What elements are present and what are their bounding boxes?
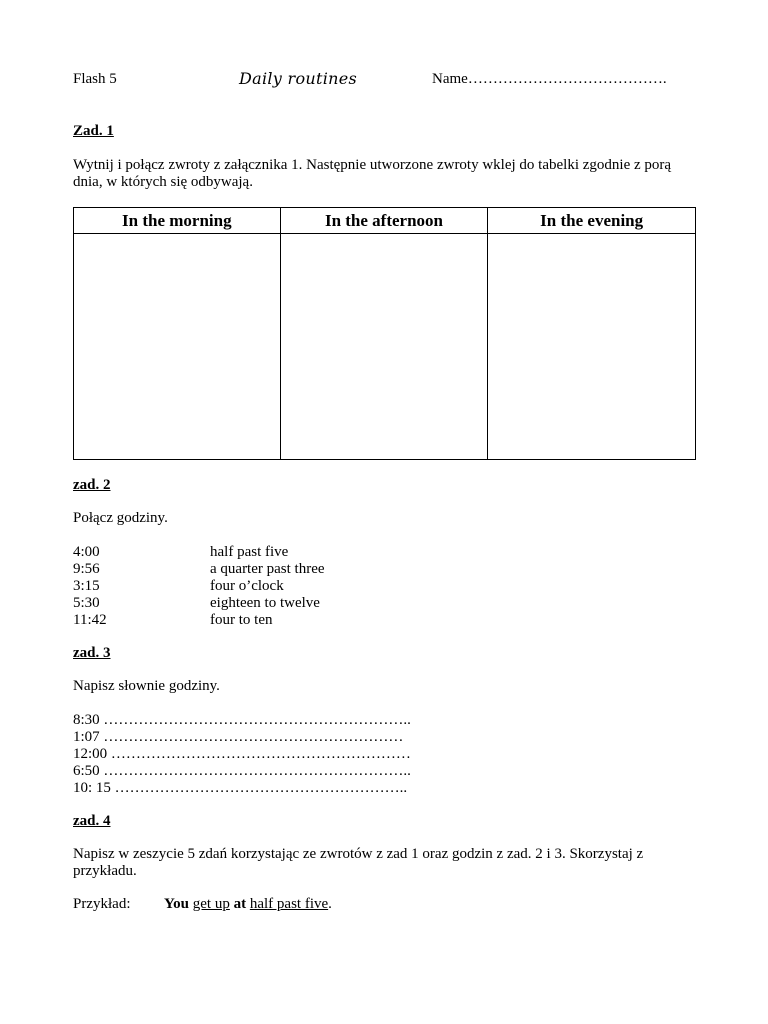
time-list [73,544,107,629]
header-afternoon: In the afternoon [280,208,488,234]
task4-instruction: Napisz w zeszycie 5 zdań korzystając ze zwrotów z zad 1 oraz godzin z zad. 2 i 3. Skorzystaj z przykładu. [73,846,644,879]
writing-line: 12:00 …………………………………………………… [73,746,411,762]
time-item: 11:42 [73,612,107,628]
page-title: Daily routines [239,69,358,88]
phrase-item: half past five [210,544,289,560]
phrase-list [210,544,325,629]
cell-morning [74,234,281,460]
routine-table [73,207,696,460]
phrase-item: eighteen to twelve [210,595,320,611]
writing-line: 10: 15 ………………………………………………….. [73,780,408,796]
writing-line: 1:07 …………………………………………………… [73,729,404,745]
task2-heading: zad. 2 [73,477,111,493]
time-item: 9:56 [73,561,100,577]
task3-heading: zad. 3 [73,645,111,661]
writing-line: 8:30 …………………………………………………….. [73,712,411,728]
phrase-item: a quarter past three [210,561,325,577]
time-item: 5:30 [73,595,100,611]
example-end: . [328,896,332,912]
cell-afternoon [280,234,488,460]
task1-instruction: Wytnij i połącz zwroty z załącznika 1. Następnie utworzone zwroty wklej do tabelki zgodnie z porą dnia, w których się odbywają. [73,157,672,190]
phrase-item: four o’clock [210,578,284,594]
task1-heading: Zad. 1 [73,123,114,139]
example-time: half past five [249,896,329,912]
example-prep: at [233,896,247,912]
header-evening: In the evening [488,208,696,234]
cell-evening [488,234,696,460]
example-label: Przykład: [73,896,131,912]
example-subject: You [164,896,190,912]
header-morning: In the morning [74,208,281,234]
task4-heading: zad. 4 [73,813,111,829]
phrase-item: four to ten [210,612,273,628]
task2-instruction: Połącz godziny. [73,510,168,526]
example-verb: get up [192,896,230,912]
task3-instruction: Napisz słownie godziny. [73,678,220,694]
time-item: 4:00 [73,544,100,560]
writing-lines [73,712,411,797]
example-sentence [164,896,332,913]
time-item: 3:15 [73,578,100,594]
header-label: Flash 5 [73,71,117,87]
writing-line: 6:50 …………………………………………………….. [73,763,411,779]
name-field: Name…………………………………. [432,71,667,87]
